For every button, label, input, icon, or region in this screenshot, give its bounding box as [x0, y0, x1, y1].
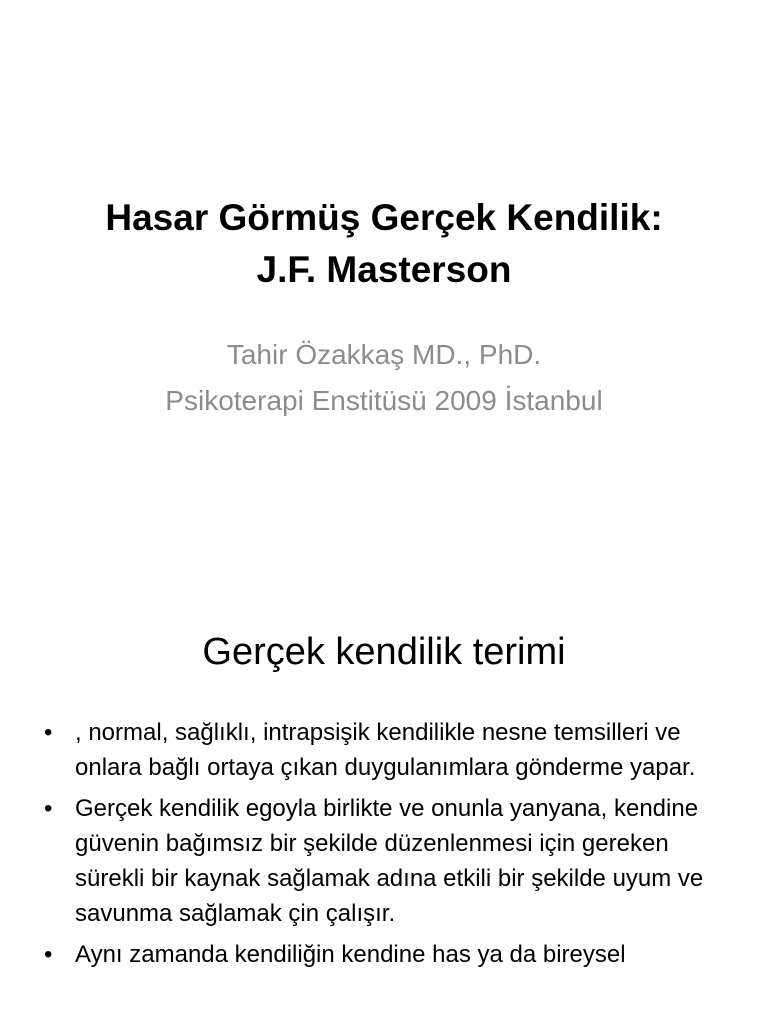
bullet-text: Aynı zamanda kendiliğin kendine has ya da bireysel — [75, 941, 626, 968]
slide-title — [40, 192, 728, 296]
bullet-item — [40, 791, 730, 931]
author-line: Tahir Özakkaş MD., PhD. — [226, 339, 542, 370]
institute-line: Psikoterapi Enstitüsü 2009 İstanbul — [165, 385, 603, 416]
bullet-item — [40, 937, 730, 972]
bullet-text: , normal, sağlıklı, intrapsişik kendilikle nesne temsilleri ve onlara bağlı ortaya çıkan duygulanımlara gönderme yapar. — [75, 719, 696, 781]
bullet-text: Gerçek kendilik egoyla birlikte ve onunla yanyana, kendine güvenin bağımsız bir şekilde düzenlenmesi için gereken sürekli bir kaynak sağlamak adına etkili bir şekilde uyum ve savunma sağlamak çin çalışır. — [75, 795, 704, 927]
slide-heading: Gerçek kendilik terimi — [202, 631, 566, 673]
content-slide — [0, 576, 768, 1024]
bullet-item — [40, 715, 730, 785]
bullet-marker: • — [44, 795, 53, 822]
slide-title-line-1: Hasar Görmüş Gerçek Kendilik: — [105, 197, 663, 238]
bullet-marker: • — [44, 719, 53, 746]
slide-subtitle — [40, 332, 728, 424]
bullet-list — [40, 715, 730, 978]
slide-title-line-2: J.F. Masterson — [256, 249, 512, 290]
bullet-marker: • — [44, 941, 53, 968]
